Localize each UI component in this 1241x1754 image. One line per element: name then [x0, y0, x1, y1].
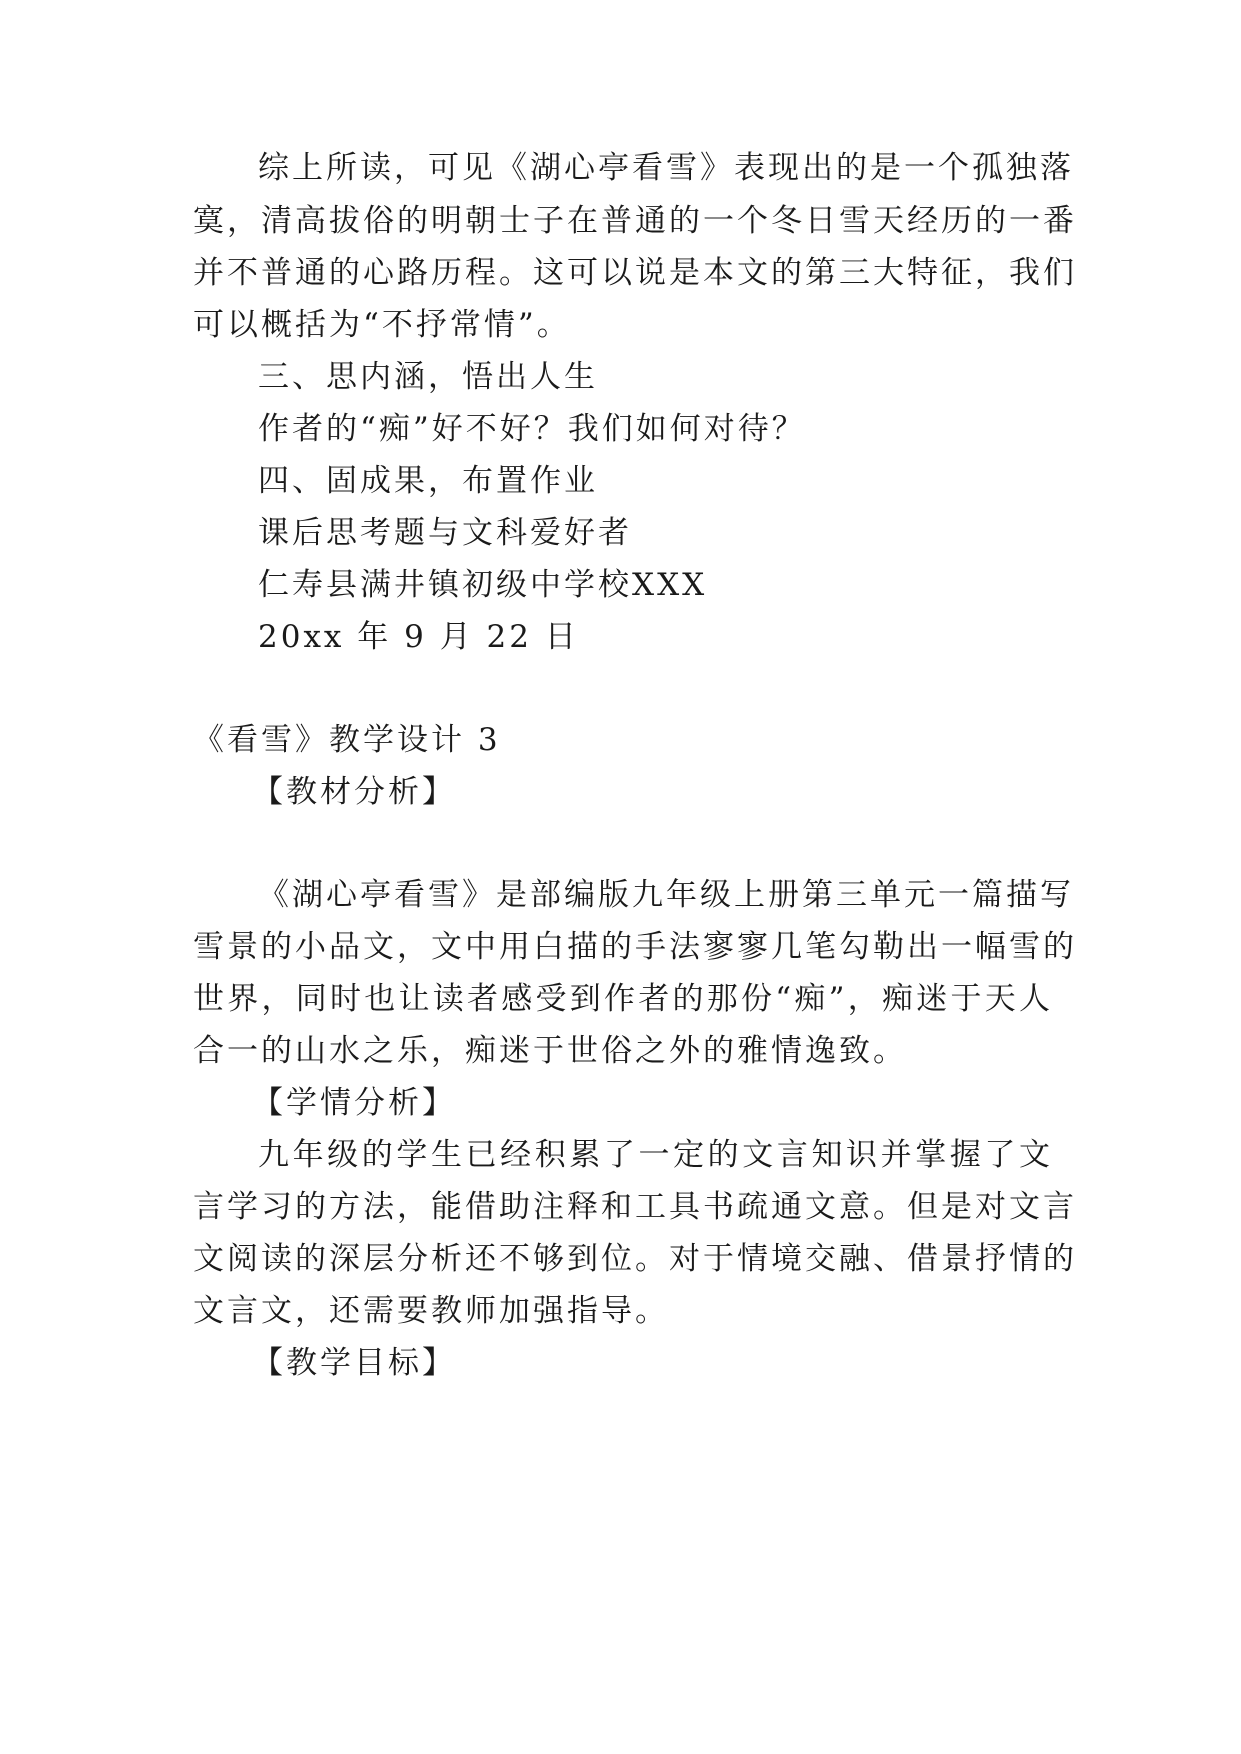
paragraph-line: 文阅读的深层分析还不够到位。对于情境交融、借景抒情的 — [193, 1241, 1077, 1277]
section-heading: 【学情分析】 — [252, 1085, 456, 1121]
question-text: 作者的“痴”好不好？我们如何对待？ — [258, 411, 806, 447]
section-heading: 【教学目标】 — [252, 1345, 456, 1381]
paragraph-line: 九年级的学生已经积累了一定的文言知识并掌握了文 — [258, 1137, 1053, 1173]
homework-text: 课后思考题与文科爱好者 — [258, 515, 632, 551]
paragraph-line: 并不普通的心路历程。这可以说是本文的第三大特征，我们 — [193, 255, 1077, 291]
paragraph-line: 雪景的小品文，文中用白描的手法寥寥几笔勾勒出一幅雪的 — [193, 929, 1077, 965]
section-heading: 三、思内涵，悟出人生 — [258, 359, 598, 395]
paragraph-line: 可以概括为“不抒常情”。 — [193, 307, 571, 343]
school-signature: 仁寿县满井镇初级中学校XXX — [258, 567, 708, 603]
paragraph-line: 《湖心亭看雪》是部编版九年级上册第三单元一篇描写 — [258, 877, 1074, 913]
section-heading: 四、固成果，布置作业 — [258, 463, 598, 499]
paragraph-line: 寞，清高拔俗的明朝士子在普通的一个冬日雪天经历的一番 — [193, 203, 1077, 239]
paragraph-line: 合一的山水之乐，痴迷于世俗之外的雅情逸致。 — [193, 1033, 907, 1069]
paragraph-line: 文言文，还需要教师加强指导。 — [193, 1293, 669, 1329]
paragraph-line: 世界，同时也让读者感受到作者的那份“痴”，痴迷于天人 — [193, 981, 1053, 1017]
paragraph-line: 综上所读，可见《湖心亭看雪》表现出的是一个孤独落 — [258, 150, 1074, 186]
paragraph-line: 言学习的方法，能借助注释和工具书疏通文意。但是对文言 — [193, 1189, 1077, 1225]
document-title: 《看雪》教学设计 3 — [193, 722, 501, 758]
date-text: 20xx 年 9 月 22 日 — [258, 619, 579, 655]
section-heading: 【教材分析】 — [252, 774, 456, 810]
